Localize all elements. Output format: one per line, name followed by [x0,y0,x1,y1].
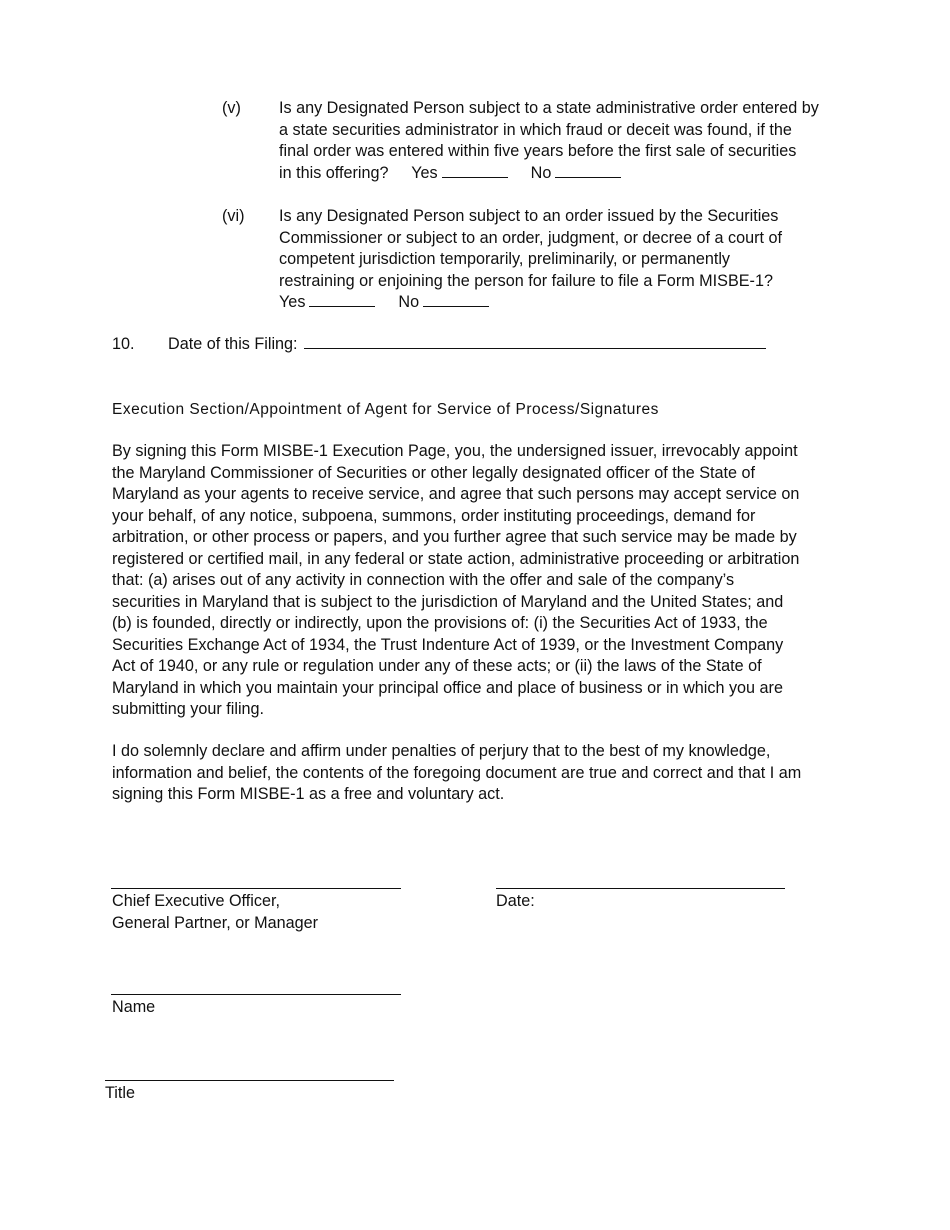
paragraph-line: the Maryland Commissioner of Securities or other legally designated officer of the State of [112,463,756,482]
item-vi-yes-blank[interactable] [309,292,375,307]
paragraph-line: signing this Form MISBE-1 as a free and voluntary act. [112,785,505,803]
item-v-line: final order was entered within five years before the first sale of securities [279,142,797,160]
paragraph-line: Act of 1940, or any rule or regulation under any of these acts; or (ii) the laws of the State of [112,657,762,675]
item-v-line: in this offering? [279,163,389,182]
item-vi-line: competent jurisdiction temporarily, preliminarily, or permanently [279,250,731,268]
paragraph-line: registered or certified mail, in any federal or state action, administrative proceeding or arbitration [112,549,800,568]
title-signature-line[interactable] [105,1080,394,1081]
paragraph-line: that: (a) arises out of any activity in connection with the offer and sale of the company’s [112,571,735,589]
name-signature-line[interactable] [111,994,401,995]
date-label: Date: [496,892,535,910]
officer-signature-line[interactable] [111,888,401,889]
title-label: Title [105,1084,135,1102]
paragraph-line: Securities Exchange Act of 1934, the Trust Indenture Act of 1939, or the Investment Company [112,635,784,654]
execution-section-title: Execution Section/Appointment of Agent for Service of Process/Signatures [112,401,659,418]
paragraph-line: (b) is founded, directly or indirectly, upon the provisions of: (i) the Securities Act of 1933, the [112,614,768,632]
paragraph-line: arbitration, or other process or papers, and you further agree that such service may be made by [112,528,797,546]
item-vi-yes-label: Yes [279,293,306,311]
paragraph-line: Maryland in which you maintain your principal office and place of business or in which you are [112,678,783,697]
item-v-line: Is any Designated Person subject to a state administrative order entered by [279,99,819,117]
officer-label [112,891,318,934]
item-v-question [279,98,859,184]
paragraph-line: your behalf, of any notice, subpoena, summons, order instituting proceedings, demand for [112,506,756,525]
item-vi-no-blank[interactable] [423,292,489,307]
item-v-answer-row [279,163,859,185]
item-vi-answer-row [279,292,859,314]
item-vi-no-label: No [398,293,420,311]
item-v-yes-label: Yes [411,163,438,182]
paragraph-line: I do solemnly declare and affirm under penalties of perjury that to the best of my knowledge, [112,742,771,760]
item-v-number: (v) [222,99,241,117]
name-label: Name [112,998,156,1016]
item-v-no-label: No [530,163,552,182]
item-vi-line: Is any Designated Person subject to an order issued by the Securities [279,207,779,225]
paragraph-line: Maryland as your agents to receive service, and agree that such persons may accept service on [112,485,800,503]
item-10-number: 10. [112,335,135,353]
date-of-filing-blank[interactable] [304,334,766,349]
item-vi-line: restraining or enjoining the person for failure to file a Form MISBE-1? [279,271,773,290]
item-10-row [168,334,766,356]
officer-label-line: Chief Executive Officer, [112,892,280,910]
date-signature-line[interactable] [496,888,785,889]
officer-label-line: General Partner, or Manager [112,913,319,932]
paragraph-line: By signing this Form MISBE-1 Execution Page, you, the undersigned issuer, irrevocably appoint [112,442,798,460]
item-v-no-blank[interactable] [555,163,621,178]
item-v-yes-blank[interactable] [442,163,508,178]
execution-paragraph-2 [112,741,852,806]
paragraph-line: securities in Maryland that is subject to the jurisdiction of Maryland and the United States; and [112,592,784,611]
item-vi-question [279,206,859,314]
paragraph-line: information and belief, the contents of the foregoing document are true and correct and that I am [112,763,802,782]
item-vi-line: Commissioner or subject to an order, judgment, or decree of a court of [279,228,782,247]
execution-paragraph-1 [112,441,852,721]
paragraph-line: submitting your filing. [112,700,265,718]
item-v-line: a state securities administrator in which fraud or deceit was found, if the [279,120,792,139]
item-vi-number: (vi) [222,207,245,225]
date-of-filing-label: Date of this Filing: [168,335,298,353]
